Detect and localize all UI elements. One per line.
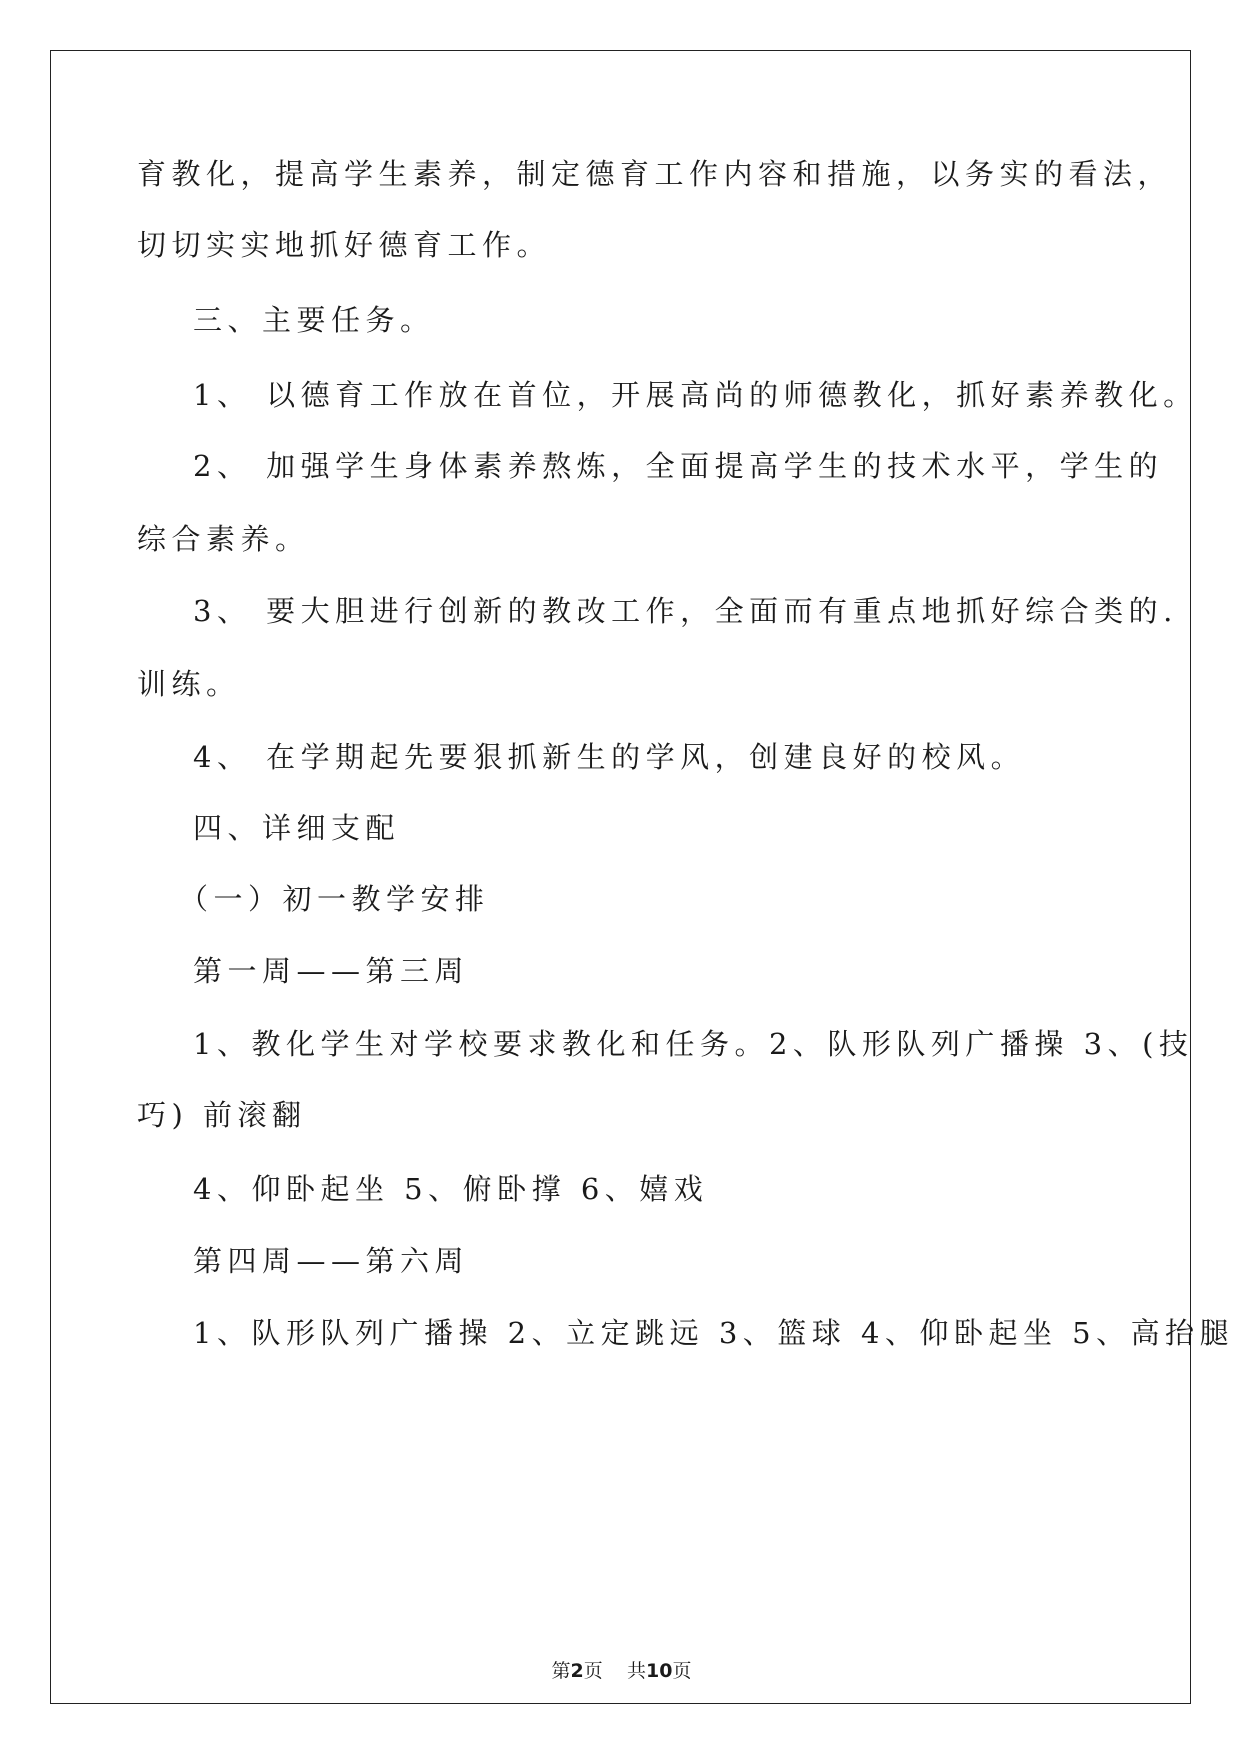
page-footer [51,1659,1192,1683]
footer-page-prefix: 第 [551,1660,571,1682]
page-frame [50,50,1235,1704]
footer-total-prefix: 共 [626,1660,646,1682]
section-heading: 三、主要任务。 [193,303,435,337]
list-item: 2、 加强学生身体素养熬炼，全面提高学生的技术水平，学生的 [193,449,1164,483]
paragraph-line: 巧) 前滚翻 [137,1098,307,1132]
paragraph-line: 切切实实地抓好德育工作。 [137,228,552,262]
list-item: 1、队形队列广播操 2、立定跳远 3、篮球 4、仰卧起坐 5、高抬腿 [193,1316,1235,1350]
list-item: 4、 在学期起先要狠抓新生的学风，创建良好的校风。 [193,740,1026,774]
list-item: 1、 以德育工作放在首位，开展高尚的师德教化，抓好素养教化。 [193,378,1198,412]
list-item: 1、教化学生对学校要求教化和任务。2、队形队列广播操 3、(技 [193,1027,1194,1061]
subsection-heading: （一）初一教学安排 [179,882,490,916]
paragraph-line: 训练。 [137,667,241,701]
week-heading: 第四周——第六周 [193,1244,470,1278]
paragraph-line: 育教化，提高学生素养，制定德育工作内容和措施，以务实的看法， [137,157,1173,191]
footer-total-pages: 10 [645,1660,673,1682]
paragraph-line: 综合素养。 [137,522,310,556]
list-item: 4、仰卧起坐 5、俯卧撑 6、嬉戏 [193,1172,709,1206]
section-heading: 四、详细支配 [193,811,401,845]
footer-total-suffix: 页 [672,1660,692,1682]
list-item: 3、 要大胆进行创新的教改工作，全面而有重点地抓好综合类的. [193,594,1178,628]
week-heading: 第一周——第三周 [193,954,470,988]
footer-current-page: 2 [570,1660,584,1682]
footer-page-suffix: 页 [583,1660,603,1682]
